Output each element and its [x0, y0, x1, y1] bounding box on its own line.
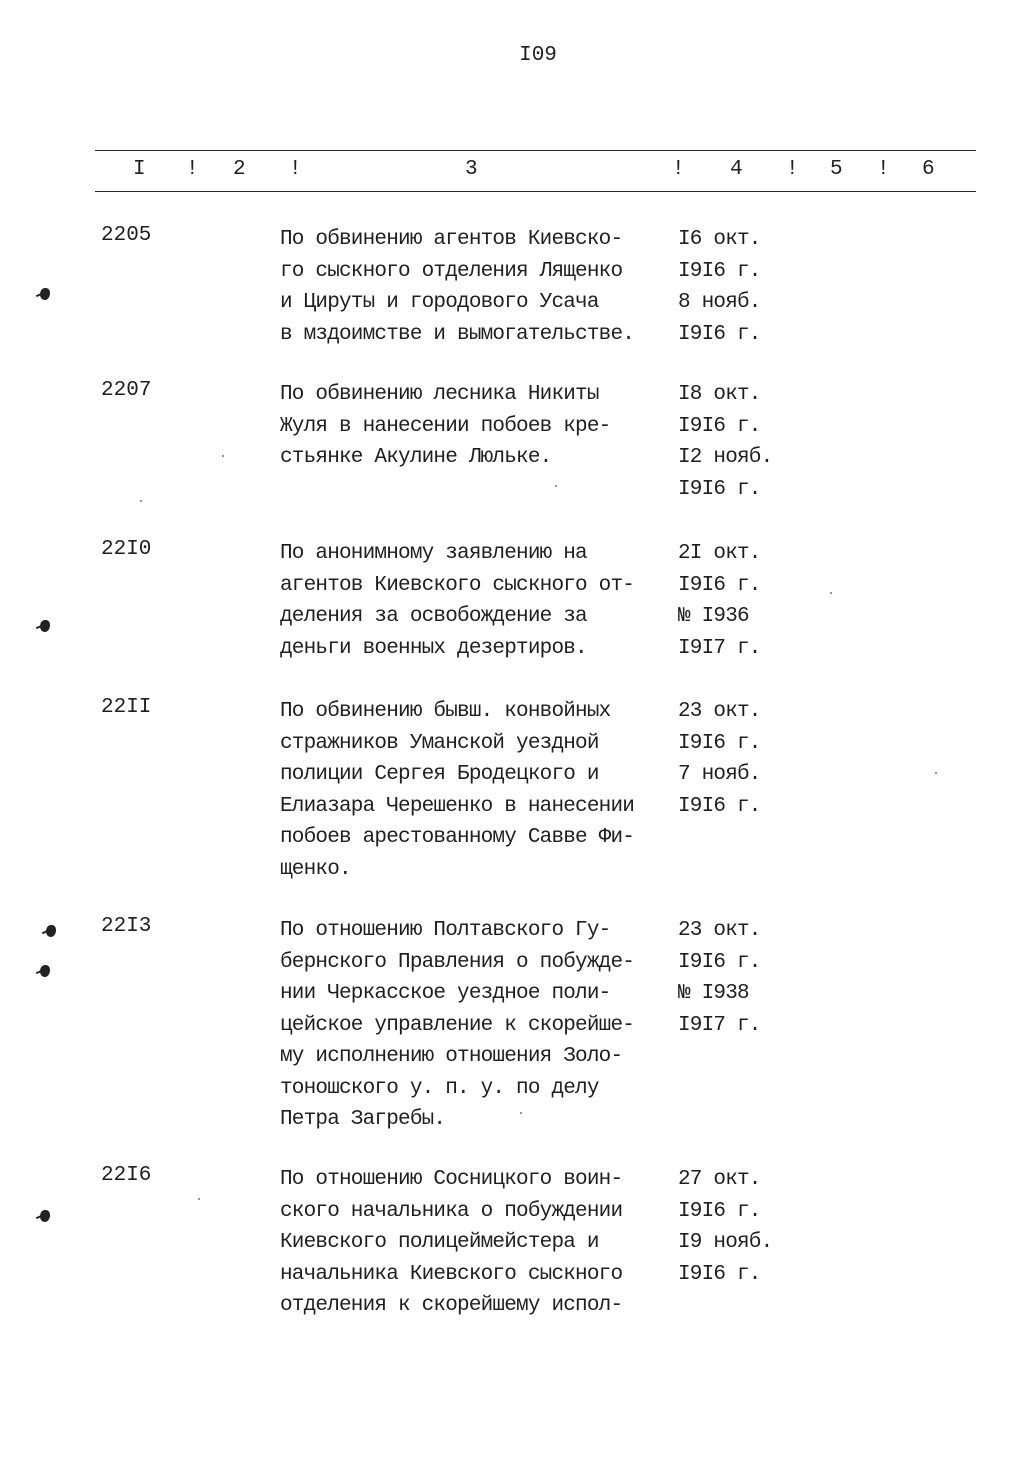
date-line: I9 нояб.	[678, 1231, 773, 1254]
date-line: I9I6 г.	[678, 1199, 761, 1223]
description-line: Киевского полицеймейстера и	[280, 1231, 599, 1254]
punch-mark	[40, 620, 50, 632]
column-header-6: 6	[922, 158, 935, 181]
description-line: в мздоимстве и вымогательстве.	[280, 322, 635, 346]
description-line: бернского Правления о побужде-	[280, 950, 635, 974]
date-line: 23 окт.	[678, 700, 761, 723]
entry-description	[280, 915, 680, 1136]
description-line: начальника Киевского сыскного	[280, 1262, 623, 1286]
entry-number: 2207	[101, 379, 152, 402]
date-line: № I936	[678, 605, 749, 628]
entry-description	[280, 538, 680, 664]
column-header-3: 3	[465, 158, 478, 181]
description-line: По анонимному заявлению на	[280, 542, 587, 565]
scan-speck	[222, 455, 224, 457]
entry-number: 2205	[101, 224, 152, 247]
scan-speck	[520, 1112, 522, 1114]
punch-mark	[40, 1210, 50, 1222]
entry-dates	[678, 696, 818, 822]
entry-dates	[678, 915, 818, 1041]
description-line: деления за освобождение за	[280, 605, 587, 628]
date-line: I9I6 г.	[678, 731, 761, 755]
date-line: 7 нояб.	[678, 763, 761, 786]
description-line: стьянке Акулине Люльке.	[280, 446, 552, 469]
description-line: стражников Уманской уездной	[280, 731, 599, 755]
description-line: Елиазара Черешенко в нанесении	[280, 794, 635, 818]
date-line: I9I6 г.	[678, 794, 761, 818]
description-line: По обвинению бывш. конвойных	[280, 700, 611, 723]
description-line: агентов Киевского сыскного от-	[280, 573, 635, 597]
entry-dates	[678, 1164, 818, 1290]
date-line: 8 нояб.	[678, 291, 761, 314]
description-line: нии Черкасское уездное поли-	[280, 982, 611, 1005]
description-line: По отношению Сосницкого воин-	[280, 1168, 623, 1191]
description-line: отделения к скорейшему испол-	[280, 1294, 623, 1317]
column-separator: !	[672, 158, 685, 181]
column-header-2: 2	[233, 158, 246, 181]
entry-number: 22II	[101, 696, 152, 719]
description-line: го сыскного отделения Лященко	[280, 259, 623, 283]
entry-dates	[678, 379, 818, 505]
column-separator: !	[877, 158, 890, 181]
column-header-4: 4	[730, 158, 743, 181]
header-bottom-rule	[95, 191, 976, 192]
scan-speck	[935, 772, 937, 774]
scan-speck	[830, 592, 832, 594]
description-line: По обвинению агентов Киевско-	[280, 228, 623, 251]
description-line: По обвинению лесника Никиты	[280, 383, 599, 406]
scan-speck	[198, 1198, 200, 1200]
entry-dates	[678, 224, 818, 350]
date-line: 2I окт.	[678, 542, 761, 565]
description-line: По отношению Полтавского Гу-	[280, 919, 611, 942]
date-line: I9I6 г.	[678, 322, 761, 346]
column-header-5: 5	[830, 158, 843, 181]
description-line: деньги военных дезертиров.	[280, 636, 587, 660]
date-line: 27 окт.	[678, 1168, 761, 1191]
punch-mark	[46, 925, 56, 937]
date-line: I9I7 г.	[678, 1013, 761, 1037]
description-line: щенко.	[280, 857, 351, 881]
date-line: I2 нояб.	[678, 446, 773, 469]
description-line: Петра Загребы.	[280, 1108, 446, 1131]
column-header-1: I	[133, 158, 146, 181]
description-line: цейское управление к скорейше-	[280, 1013, 635, 1037]
header-top-rule	[95, 150, 976, 151]
description-line: му исполнению отношения Золо-	[280, 1045, 623, 1068]
entry-description	[280, 379, 680, 474]
column-separator: !	[186, 158, 199, 181]
date-line: I9I7 г.	[678, 636, 761, 660]
date-line: I9I6 г.	[678, 573, 761, 597]
date-line: I9I6 г.	[678, 414, 761, 438]
date-line: I9I6 г.	[678, 259, 761, 283]
date-line: I9I6 г.	[678, 1262, 761, 1286]
punch-mark	[40, 288, 50, 300]
punch-mark	[40, 965, 50, 977]
description-line: полиции Сергея Бродецкого и	[280, 763, 599, 786]
entry-description	[280, 224, 680, 350]
entry-description	[280, 1164, 680, 1322]
date-line: № I938	[678, 982, 749, 1005]
scan-speck	[140, 500, 142, 502]
date-line: I9I6 г.	[678, 950, 761, 974]
column-separator: !	[289, 158, 302, 181]
entry-dates	[678, 538, 818, 664]
date-line: 23 окт.	[678, 919, 761, 942]
description-line: и Цируты и городового Усача	[280, 291, 599, 314]
entry-number: 22I0	[101, 538, 152, 561]
page-number: I09	[519, 44, 557, 67]
description-line: тоношского у. п. у. по делу	[280, 1076, 599, 1100]
entry-description	[280, 696, 680, 885]
scan-speck	[555, 485, 557, 487]
date-line: I6 окт.	[678, 228, 761, 251]
entry-number: 22I3	[101, 915, 152, 938]
description-line: побоев арестованному Савве Фи-	[280, 826, 635, 849]
description-line: ского начальника о побуждении	[280, 1199, 623, 1223]
entry-number: 22I6	[101, 1164, 152, 1187]
description-line: Жуля в нанесении побоев кре-	[280, 414, 611, 438]
column-separator: !	[786, 158, 799, 181]
date-line: I8 окт.	[678, 383, 761, 406]
date-line: I9I6 г.	[678, 477, 761, 501]
